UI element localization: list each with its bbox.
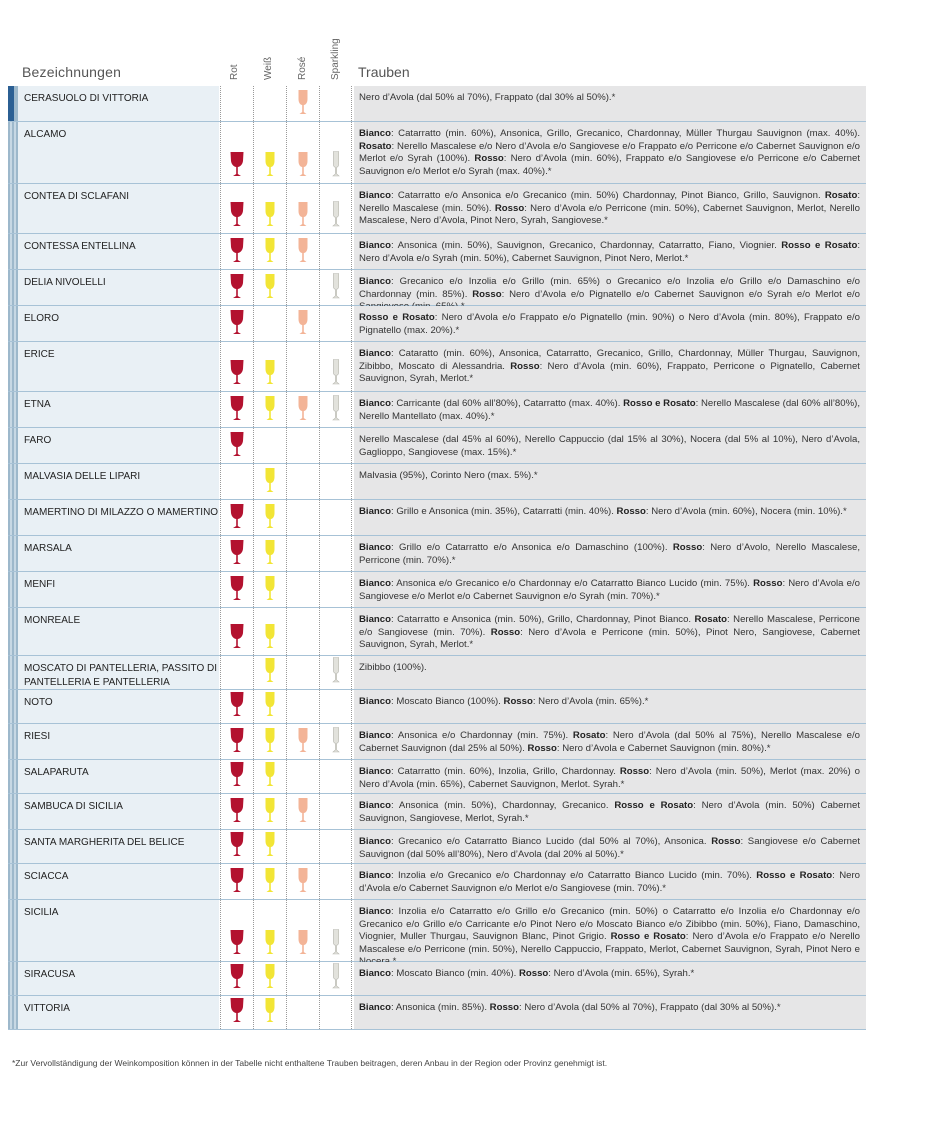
sparkling-wine-glass-icon xyxy=(328,272,344,300)
table-row xyxy=(8,86,866,122)
row-stripe xyxy=(8,794,18,829)
cell-sparkling xyxy=(319,690,352,723)
table-row xyxy=(8,122,866,184)
wine-table xyxy=(8,86,866,1030)
white-wine-glass-icon xyxy=(262,574,278,602)
cell-rose xyxy=(286,864,319,899)
header-sparkling: Sparkling xyxy=(330,38,341,80)
row-stripe xyxy=(8,536,18,571)
red-wine-glass-icon xyxy=(229,236,245,264)
cell-rose xyxy=(286,342,319,391)
white-wine-glass-icon xyxy=(262,690,278,718)
rose-wine-glass-icon xyxy=(295,88,311,116)
cell-red xyxy=(220,392,253,427)
white-wine-glass-icon xyxy=(262,236,278,264)
header-grapes: Trauben xyxy=(358,64,410,80)
cell-sparkling xyxy=(319,864,352,899)
grape-description: Bianco: Catarratto (min. 60%), Inzolia, Grillo, Chardonnay. Rosso: Nero d’Avola (min. 50%), Merlot (max. 20%) o Nero d’Avola (min. 65%), Cabernet Sauvignon, Merlot. Syrah.* xyxy=(354,760,866,793)
wine-name: RIESI xyxy=(18,724,219,759)
grape-description: Bianco: Catarratto (min. 60%), Ansonica, Grillo, Grecanico, Chardonnay, Müller Thurgau Sauvignon (max. 40%). Rosato: Nerello Mascalese e/o Nero d’Avola e/o Sangiovese e/o Frappato e/o Perricone e/o Cabernet Sauvignon e/o Merlot e/o Syrah (100%). Rosso: Nero d’Avola (min. 60%), Frappato e/o Sangiovese e/o Perricone e/o Cabernet Sauvignon e/o Merlot e/o Syrah (max. 40%).* xyxy=(354,122,866,183)
cell-rose xyxy=(286,996,319,1029)
table-row xyxy=(8,500,866,536)
cell-sparkling xyxy=(319,830,352,863)
sparkling-wine-glass-icon xyxy=(328,200,344,228)
cell-sparkling xyxy=(319,536,352,571)
rose-wine-glass-icon xyxy=(295,796,311,824)
cell-white xyxy=(253,572,286,607)
grape-description: Bianco: Grillo e/o Catarratto e/o Ansonica e/o Damaschino (100%). Rosso: Nero d’Avolo, Nerello Mascalese, Perricone (min. 70%).* xyxy=(354,536,866,571)
row-stripe xyxy=(8,500,18,535)
rose-wine-glass-icon xyxy=(295,726,311,754)
cell-red xyxy=(220,306,253,341)
red-wine-glass-icon xyxy=(229,962,245,990)
row-stripe xyxy=(8,864,18,899)
row-stripe xyxy=(8,184,18,233)
table-row xyxy=(8,760,866,794)
cell-white xyxy=(253,690,286,723)
cell-sparkling xyxy=(319,392,352,427)
wine-name: SALAPARUTA xyxy=(18,760,219,793)
white-wine-glass-icon xyxy=(262,928,278,956)
white-wine-glass-icon xyxy=(262,466,278,494)
sparkling-wine-glass-icon xyxy=(328,358,344,386)
grape-description: Bianco: Ansonica (min. 50%), Sauvignon, Grecanico, Chardonnay, Catarratto, Fiano, Viognier. Rosso e Rosato: Nero d’Avola e/o Syrah (min. 50%), Cabernet Sauvignon, Pinot Nero, Merlot.* xyxy=(354,234,866,269)
row-stripe xyxy=(8,962,18,995)
wine-name: MALVASIA DELLE LIPARI xyxy=(18,464,219,499)
cell-sparkling xyxy=(319,428,352,463)
cell-white xyxy=(253,900,286,961)
white-wine-glass-icon xyxy=(262,962,278,990)
header-rose: Rosé xyxy=(297,56,308,80)
header-red: Rot xyxy=(229,64,240,80)
rose-wine-glass-icon xyxy=(295,866,311,894)
cell-red xyxy=(220,760,253,793)
rose-wine-glass-icon xyxy=(295,308,311,336)
cell-white xyxy=(253,184,286,233)
row-stripe xyxy=(8,608,18,655)
wine-name: NOTO xyxy=(18,690,219,723)
red-wine-glass-icon xyxy=(229,394,245,422)
rose-wine-glass-icon xyxy=(295,394,311,422)
white-wine-glass-icon xyxy=(262,796,278,824)
red-wine-glass-icon xyxy=(229,574,245,602)
grape-description: Bianco: Carricante (dal 60% all’80%), Catarratto (max. 40%). Rosso e Rosato: Nerello Mascalese (dal 60% all’80%), Nerello Mantellato (max. 40%).* xyxy=(354,392,866,427)
cell-white xyxy=(253,794,286,829)
cell-sparkling xyxy=(319,608,352,655)
wine-name: ELORO xyxy=(18,306,219,341)
grape-description: Bianco: Catarratto e Ansonica (min. 50%), Grillo, Chardonnay, Pinot Bianco. Rosato: Nerello Mascalese, Perricone e/o Sangiovese (min. 70%). Rosso: Nero d’Avola e Perricone (min. 50%), Pinot Nero, Sangiovese, Cabernet Sauvignon, Syrah, Merlot.* xyxy=(354,608,866,655)
white-wine-glass-icon xyxy=(262,760,278,788)
red-wine-glass-icon xyxy=(229,726,245,754)
wine-name: MOSCATO DI PANTELLERIA, PASSITO DI PANTELLERIA E PANTELLERIA xyxy=(18,656,219,689)
grape-description: Bianco: Cataratto (min. 60%), Ansonica, Catarratto, Grecanico, Grillo, Chardonnay, Müller Thurgau, Sauvignon, Zibibbo, Moscato di Alessandria. Rosso: Nero d’Avola (min. 60%), Frappato, Perricone o Pignatello, Cabernet Sauvignon, Syrah, Merlot.* xyxy=(354,342,866,391)
cell-rose xyxy=(286,306,319,341)
red-wine-glass-icon xyxy=(229,502,245,530)
cell-red xyxy=(220,464,253,499)
cell-white xyxy=(253,270,286,305)
wine-name: MONREALE xyxy=(18,608,219,655)
cell-white xyxy=(253,962,286,995)
cell-red xyxy=(220,864,253,899)
cell-rose xyxy=(286,464,319,499)
wine-name: DELIA NIVOLELLI xyxy=(18,270,219,305)
cell-sparkling xyxy=(319,724,352,759)
white-wine-glass-icon xyxy=(262,200,278,228)
grape-description: Bianco: Ansonica (min. 85%). Rosso: Nero d’Avola (dal 50% al 70%), Frappato (dal 30% al 50%).* xyxy=(354,996,866,1029)
cell-red xyxy=(220,234,253,269)
cell-red xyxy=(220,122,253,183)
table-row xyxy=(8,342,866,392)
red-wine-glass-icon xyxy=(229,200,245,228)
row-stripe xyxy=(8,392,18,427)
red-wine-glass-icon xyxy=(229,272,245,300)
red-wine-glass-icon xyxy=(229,830,245,858)
row-stripe xyxy=(8,900,18,961)
cell-sparkling xyxy=(319,86,352,121)
cell-rose xyxy=(286,900,319,961)
red-wine-glass-icon xyxy=(229,308,245,336)
red-wine-glass-icon xyxy=(229,150,245,178)
table-row xyxy=(8,830,866,864)
white-wine-glass-icon xyxy=(262,272,278,300)
sparkling-wine-glass-icon xyxy=(328,394,344,422)
wine-name: CONTEA DI SCLAFANI xyxy=(18,184,219,233)
cell-sparkling xyxy=(319,794,352,829)
cell-rose xyxy=(286,608,319,655)
row-stripe xyxy=(8,572,18,607)
cell-white xyxy=(253,724,286,759)
white-wine-glass-icon xyxy=(262,150,278,178)
table-row xyxy=(8,306,866,342)
row-stripe xyxy=(8,234,18,269)
red-wine-glass-icon xyxy=(229,760,245,788)
cell-red xyxy=(220,270,253,305)
row-stripe xyxy=(8,760,18,793)
table-row xyxy=(8,234,866,270)
cell-red xyxy=(220,724,253,759)
row-stripe xyxy=(8,86,18,121)
grape-description: Bianco: Ansonica e/o Grecanico e/o Chardonnay e/o Catarratto Bianco Lucido (min. 75%). Rosso: Nero d’Avola e/o Sangiovese e/o Merlot e/o Cabernet Sauvignon e/o Syrah (min. 70%).* xyxy=(354,572,866,607)
table-row xyxy=(8,572,866,608)
grape-description: Bianco: Grecanico e/o Catarratto Bianco Lucido (dal 50% al 70%), Ansonica. Rosso: Sangiovese e/o Cabernet Sauvignon (dal 50% all’80%), Nero d’Avola (dal 20% al 50%).* xyxy=(354,830,866,863)
wine-name: MENFI xyxy=(18,572,219,607)
table-row xyxy=(8,184,866,234)
header-white: Weiß xyxy=(263,56,274,80)
cell-white xyxy=(253,536,286,571)
cell-rose xyxy=(286,830,319,863)
red-wine-glass-icon xyxy=(229,538,245,566)
grape-description: Bianco: Moscato Bianco (100%). Rosso: Nero d’Avola (min. 65%).* xyxy=(354,690,866,723)
cell-rose xyxy=(286,572,319,607)
cell-rose xyxy=(286,234,319,269)
grape-description: Bianco: Ansonica e/o Chardonnay (min. 75%). Rosato: Nero d’Avola (dal 50% al 75%), Nerello Mascalese e/o Cabernet Sauvignon (dal 25% al 50%). Rosso: Nero d’Avola e Cabernet Sauvignon (min. 80%).* xyxy=(354,724,866,759)
table-row xyxy=(8,608,866,656)
red-wine-glass-icon xyxy=(229,622,245,650)
red-wine-glass-icon xyxy=(229,690,245,718)
cell-rose xyxy=(286,184,319,233)
wine-name: SIRACUSA xyxy=(18,962,219,995)
grape-description: Malvasia (95%), Corinto Nero (max. 5%).* xyxy=(354,464,866,499)
cell-sparkling xyxy=(319,122,352,183)
cell-red xyxy=(220,962,253,995)
white-wine-glass-icon xyxy=(262,358,278,386)
table-row xyxy=(8,864,866,900)
cell-white xyxy=(253,464,286,499)
cell-rose xyxy=(286,270,319,305)
table-row xyxy=(8,270,866,306)
table-row xyxy=(8,656,866,690)
rose-wine-glass-icon xyxy=(295,200,311,228)
cell-red xyxy=(220,428,253,463)
cell-red xyxy=(220,184,253,233)
cell-rose xyxy=(286,656,319,689)
white-wine-glass-icon xyxy=(262,866,278,894)
header-names: Bezeichnungen xyxy=(22,64,122,80)
grape-description: Rosso e Rosato: Nero d’Avola e/o Frappato e/o Pignatello (min. 90%) o Nero d’Avola (min. 80%), Frappato e/o Pignatello (max. 20%).* xyxy=(354,306,866,341)
sparkling-wine-glass-icon xyxy=(328,150,344,178)
cell-red xyxy=(220,996,253,1029)
red-wine-glass-icon xyxy=(229,796,245,824)
row-stripe xyxy=(8,656,18,689)
cell-white xyxy=(253,342,286,391)
cell-white xyxy=(253,306,286,341)
cell-sparkling xyxy=(319,996,352,1029)
grape-description: Bianco: Inzolia e/o Catarratto e/o Grillo e/o Grecanico (min. 50%) o Catarratto e/o Inzolia e/o Chardonnay e/o Grecanico e/o Grillo e/o Carricante e/o Pinot Nero e/o Moscato Bianco e/o Zibibbo (min. 50%), Fiano, Damaschino, Viognier, Muller Thurgau, Sauvignon Blanc, Pinot Grigio. Rosso e Rosato: Nero d’Avola e/o Frappato e/o Nerello Mascalese e/o Perricone (min. 50%), Nerello Cappuccio, Frappato, Merlot, Cabernet Sauvignon, Syrah, Pinot Nero e xyxy=(354,900,866,961)
white-wine-glass-icon xyxy=(262,622,278,650)
cell-white xyxy=(253,830,286,863)
white-wine-glass-icon xyxy=(262,656,278,684)
cell-white xyxy=(253,656,286,689)
grape-description: Bianco: Grillo e Ansonica (min. 35%), Catarratti (min. 40%). Rosso: Nero d’Avola (min. 60%), Nocera (min. 10%).* xyxy=(354,500,866,535)
cell-red xyxy=(220,572,253,607)
table-row xyxy=(8,794,866,830)
white-wine-glass-icon xyxy=(262,726,278,754)
row-stripe xyxy=(8,464,18,499)
red-wine-glass-icon xyxy=(229,996,245,1024)
row-stripe xyxy=(8,724,18,759)
table-row xyxy=(8,690,866,724)
cell-red xyxy=(220,608,253,655)
table-row xyxy=(8,962,866,996)
white-wine-glass-icon xyxy=(262,538,278,566)
cell-rose xyxy=(286,86,319,121)
cell-red xyxy=(220,794,253,829)
white-wine-glass-icon xyxy=(262,996,278,1024)
row-stripe xyxy=(8,122,18,183)
cell-rose xyxy=(286,500,319,535)
footnote: *Zur Vervollständigung der Weinkomposition können in der Tabelle nicht enthaltene Trauben beitragen, deren Anbau in der Region oder Provinz genehmigt ist. xyxy=(12,1058,608,1068)
cell-white xyxy=(253,864,286,899)
red-wine-glass-icon xyxy=(229,430,245,458)
cell-rose xyxy=(286,536,319,571)
cell-red xyxy=(220,656,253,689)
cell-sparkling xyxy=(319,184,352,233)
table-row xyxy=(8,724,866,760)
red-wine-glass-icon xyxy=(229,866,245,894)
white-wine-glass-icon xyxy=(262,502,278,530)
rose-wine-glass-icon xyxy=(295,236,311,264)
cell-rose xyxy=(286,392,319,427)
cell-rose xyxy=(286,428,319,463)
cell-sparkling xyxy=(319,270,352,305)
cell-red xyxy=(220,536,253,571)
row-stripe xyxy=(8,342,18,391)
cell-red xyxy=(220,342,253,391)
cell-rose xyxy=(286,724,319,759)
row-stripe xyxy=(8,306,18,341)
cell-red xyxy=(220,690,253,723)
rose-wine-glass-icon xyxy=(295,928,311,956)
wine-name: SANTA MARGHERITA DEL BELICE xyxy=(18,830,219,863)
cell-red xyxy=(220,830,253,863)
cell-sparkling xyxy=(319,760,352,793)
wine-name: ALCAMO xyxy=(18,122,219,183)
wine-name: CONTESSA ENTELLINA xyxy=(18,234,219,269)
row-stripe xyxy=(8,428,18,463)
cell-rose xyxy=(286,962,319,995)
cell-white xyxy=(253,86,286,121)
table-row xyxy=(8,900,866,962)
row-stripe xyxy=(8,996,18,1029)
grape-description: Nerello Mascalese (dal 45% al 60%), Nerello Cappuccio (dal 15% al 30%), Nocera (dal 5% al 10%), Nero d’Avola, Gaglioppo, Sangiovese (max. 15%).* xyxy=(354,428,866,463)
wine-name: FARO xyxy=(18,428,219,463)
cell-rose xyxy=(286,690,319,723)
grape-description: Bianco: Catarratto e/o Ansonica e/o Grecanico (min. 50%) Chardonnay, Pinot Bianco, Grillo, Sauvignon. Rosato: Nerello Mascalese (min. 50%). Rosso: Nero d’Avola e/o Perricone (min. 50%), Cabernet Sauvignon, Merlot, Nerello Mascalese, Nero d’Avola, Pinot Nero, Syrah, Sangiovese.* xyxy=(354,184,866,233)
grape-description: Zibibbo (100%). xyxy=(354,656,866,689)
table-row xyxy=(8,392,866,428)
cell-sparkling xyxy=(319,464,352,499)
sparkling-wine-glass-icon xyxy=(328,656,344,684)
red-wine-glass-icon xyxy=(229,358,245,386)
cell-sparkling xyxy=(319,656,352,689)
cell-white xyxy=(253,392,286,427)
cell-sparkling xyxy=(319,500,352,535)
cell-white xyxy=(253,122,286,183)
wine-name: SICILIA xyxy=(18,900,219,961)
wine-name: SCIACCA xyxy=(18,864,219,899)
cell-sparkling xyxy=(319,306,352,341)
grape-description: Bianco: Ansonica (min. 50%), Chardonnay, Grecanico. Rosso e Rosato: Nero d’Avola (min. 50%) Cabernet Sauvignon, Sangiovese, Merlot, Syrah.* xyxy=(354,794,866,829)
cell-rose xyxy=(286,794,319,829)
wine-name: MAMERTINO DI MILAZZO O MAMERTINO xyxy=(18,500,219,535)
white-wine-glass-icon xyxy=(262,830,278,858)
cell-red xyxy=(220,86,253,121)
wine-name: MARSALA xyxy=(18,536,219,571)
wine-name: SAMBUCA DI SICILIA xyxy=(18,794,219,829)
table-row xyxy=(8,464,866,500)
table-row xyxy=(8,996,866,1030)
cell-sparkling xyxy=(319,234,352,269)
cell-sparkling xyxy=(319,572,352,607)
cell-white xyxy=(253,234,286,269)
cell-red xyxy=(220,900,253,961)
cell-white xyxy=(253,608,286,655)
cell-white xyxy=(253,428,286,463)
cell-white xyxy=(253,760,286,793)
cell-rose xyxy=(286,122,319,183)
wine-name: VITTORIA xyxy=(18,996,219,1029)
sparkling-wine-glass-icon xyxy=(328,928,344,956)
grape-description: Bianco: Inzolia e/o Grecanico e/o Chardonnay e/o Catarratto Bianco Lucido (min. 70%). Rosso e Rosato: Nero d’Avola e/o Cabernet Sauvignon e/o Merlot e/o Sangiovese (min. 70%).* xyxy=(354,864,866,899)
cell-sparkling xyxy=(319,962,352,995)
table-row xyxy=(8,536,866,572)
wine-name: ETNA xyxy=(18,392,219,427)
cell-rose xyxy=(286,760,319,793)
wine-name: CERASUOLO DI VITTORIA xyxy=(18,86,219,121)
cell-white xyxy=(253,500,286,535)
sparkling-wine-glass-icon xyxy=(328,962,344,990)
white-wine-glass-icon xyxy=(262,394,278,422)
cell-sparkling xyxy=(319,342,352,391)
grape-description: Bianco: Grecanico e/o Inzolia e/o Grillo (min. 65%) o Grecanico e/o Inzolia e/o Grillo e/o Damaschino e/o Chardonnay (min. 85%). Rosso: Nero d’Avola e/o Pignatello e/o Cabernet Sauvignon e/o Syrah e/o Merlot e/o xyxy=(354,270,866,305)
row-stripe xyxy=(8,270,18,305)
rose-wine-glass-icon xyxy=(295,150,311,178)
grape-description: Bianco: Moscato Bianco (min. 40%). Rosso: Nero d’Avola (min. 65%), Syrah.* xyxy=(354,962,866,995)
red-wine-glass-icon xyxy=(229,928,245,956)
grape-description: Nero d’Avola (dal 50% al 70%), Frappato (dal 30% al 50%).* xyxy=(354,86,866,121)
row-stripe xyxy=(8,690,18,723)
sparkling-wine-glass-icon xyxy=(328,726,344,754)
row-stripe xyxy=(8,830,18,863)
cell-sparkling xyxy=(319,900,352,961)
cell-white xyxy=(253,996,286,1029)
table-row xyxy=(8,428,866,464)
wine-name: ERICE xyxy=(18,342,219,391)
cell-red xyxy=(220,500,253,535)
